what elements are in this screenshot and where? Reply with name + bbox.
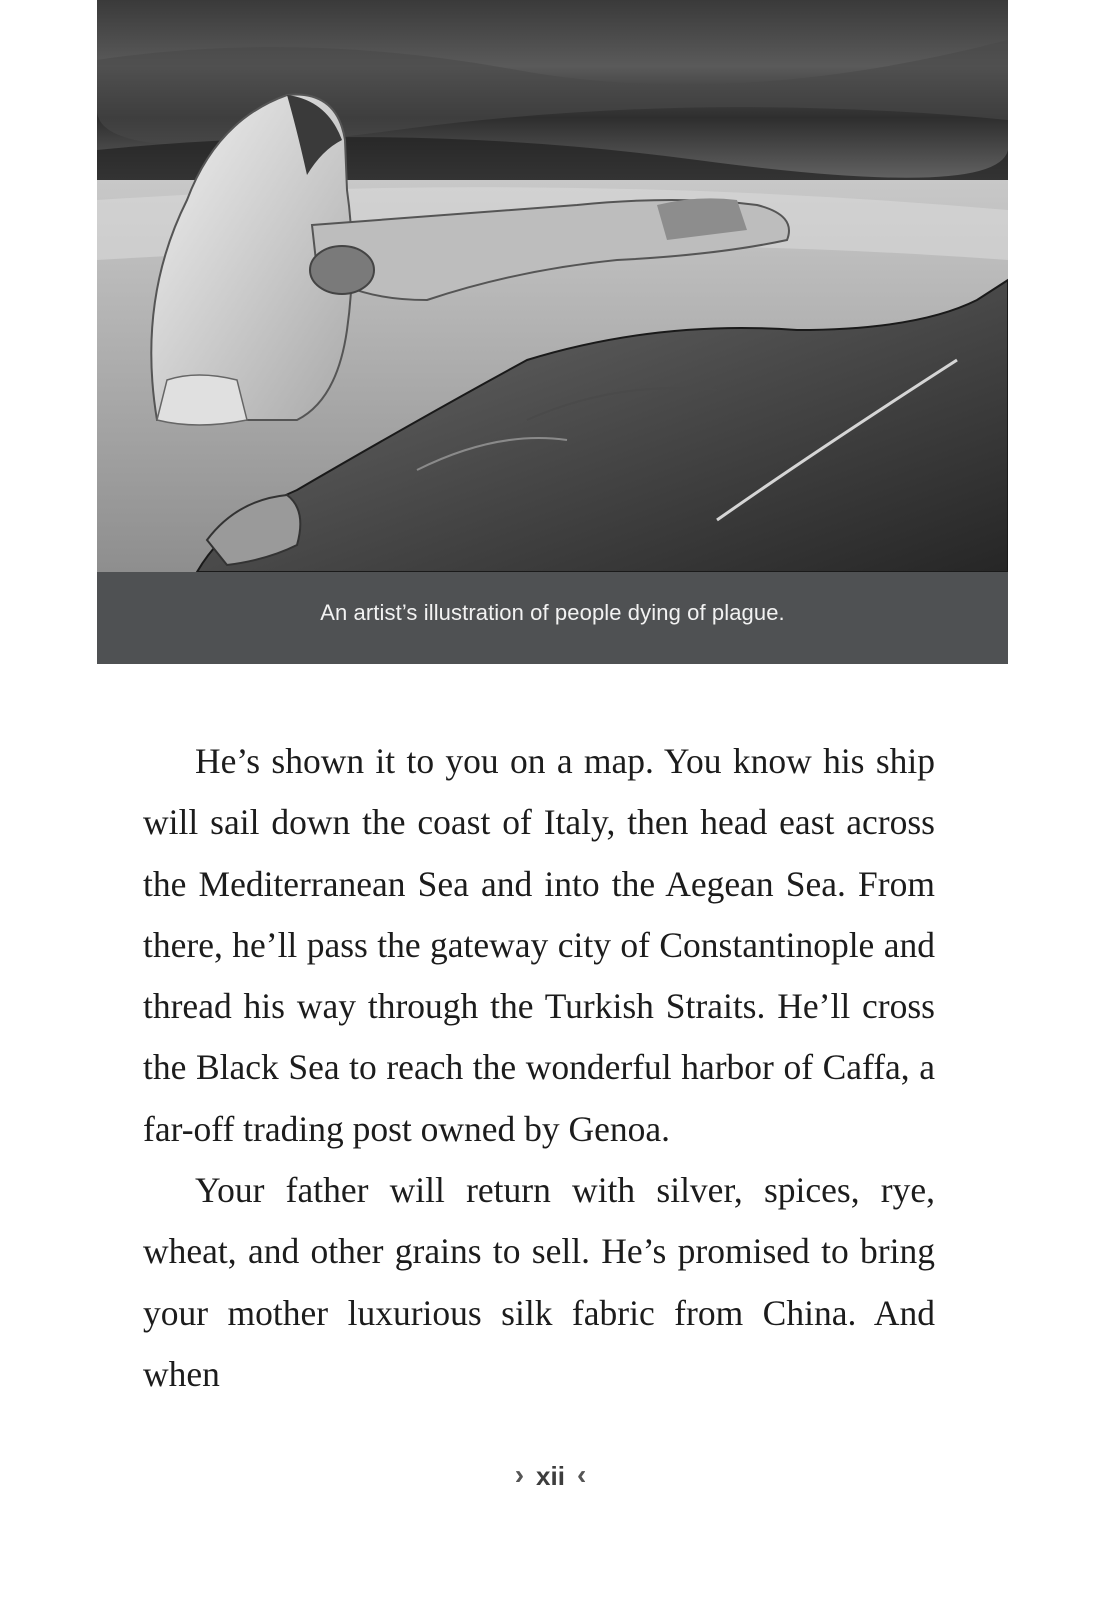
caption-bar: [97, 572, 1008, 664]
body-text: [143, 731, 935, 1405]
folio-right-arrow-icon: ›: [514, 1459, 525, 1490]
paragraph: Your father will return with silver, spices, rye, wheat, and other grains to sell. He’s promised to bring your mother luxurious silk fabric from China. And when: [143, 1170, 935, 1394]
figure: [97, 0, 1008, 664]
folio-left-arrow-icon: ‹: [576, 1459, 587, 1490]
page-number-footer: [0, 1460, 1101, 1492]
figure-caption: An artist’s illustration of people dying of plague.: [320, 600, 785, 625]
illustration-drawing: [97, 0, 1008, 572]
paragraph: He’s shown it to you on a map. You know his ship will sail down the coast of Italy, then head east across the Mediterranean Sea and into the Aegean Sea. From there, he’ll pass the gateway city of Constantinople and thread his way through the Turkish Straits. He’ll cross the Black Sea to reach the wonderful harbor of Caffa, a far-off trading post owned by Genoa.: [143, 741, 935, 1149]
plague-illustration: [97, 0, 1008, 572]
page-number: xii: [536, 1461, 565, 1491]
